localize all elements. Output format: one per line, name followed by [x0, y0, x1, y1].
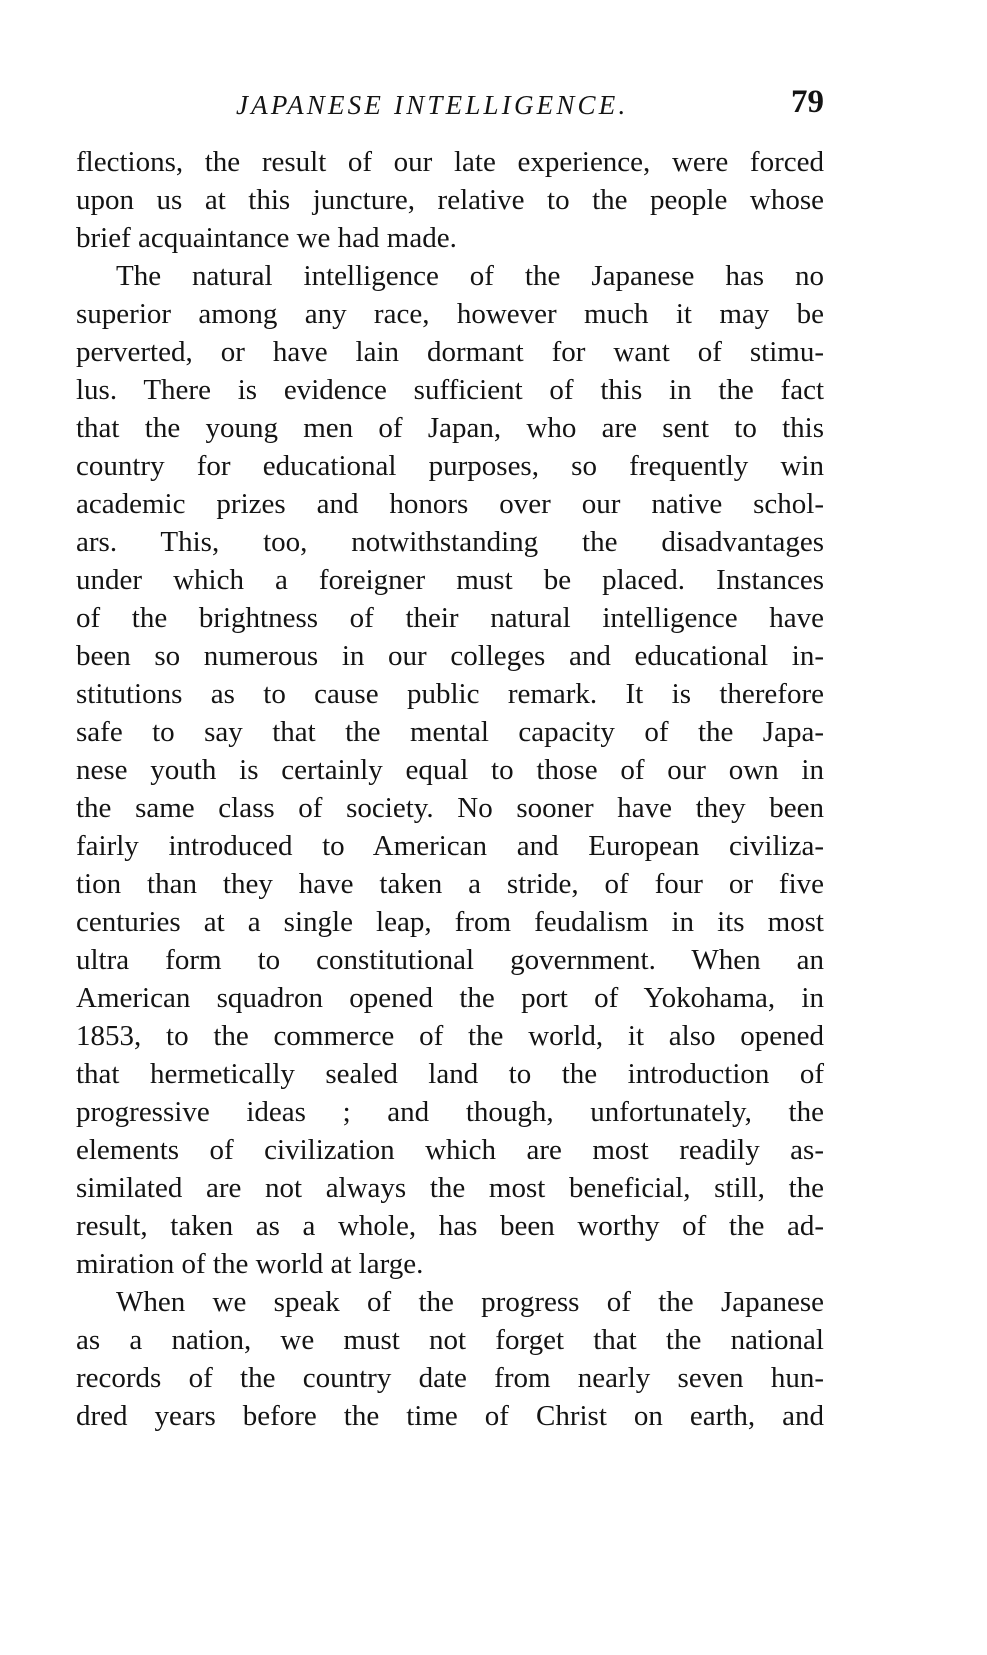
text-line: lus. There is evidence sufficient of this in the fact: [76, 374, 824, 406]
text-line: country for educational purposes, so frequently win: [76, 450, 824, 482]
text-line: tion than they have taken a stride, of four or five: [76, 868, 824, 900]
running-head: [76, 84, 824, 128]
text-line: ultra form to constitutional government. When an: [76, 944, 824, 976]
text-line: miration of the world at large.: [76, 1248, 424, 1280]
page-body: [76, 143, 824, 1435]
text-line: fairly introduced to American and European civiliza-: [76, 830, 824, 862]
text-line: When we speak of the progress of the Japanese: [116, 1286, 824, 1318]
paragraph: [76, 257, 824, 1283]
text-line: progressive ideas ; and though, unfortunately, the: [76, 1096, 824, 1128]
text-line: that the young men of Japan, who are sent to this: [76, 412, 824, 444]
text-line: superior among any race, however much it may be: [76, 298, 824, 330]
text-line: as a nation, we must not forget that the national: [76, 1324, 824, 1356]
text-line: records of the country date from nearly seven hun-: [76, 1362, 824, 1394]
paragraph: [76, 1283, 824, 1435]
text-line: centuries at a single leap, from feudalism in its most: [76, 906, 824, 938]
text-line: that hermetically sealed land to the introduction of: [76, 1058, 824, 1090]
text-line: of the brightness of their natural intelligence have: [76, 602, 824, 634]
text-line: upon us at this juncture, relative to the people whose: [76, 184, 824, 216]
text-line: 1853, to the commerce of the world, it also opened: [76, 1020, 824, 1052]
text-line: nese youth is certainly equal to those of our own in: [76, 754, 824, 786]
text-line: elements of civilization which are most readily as-: [76, 1134, 824, 1166]
paragraph: [76, 143, 824, 257]
text-line: stitutions as to cause public remark. It is therefore: [76, 678, 824, 710]
text-line: ars. This, too, notwithstanding the disadvantages: [76, 526, 824, 558]
text-line: been so numerous in our colleges and educational in-: [76, 640, 824, 672]
text-line: brief acquaintance we had made.: [76, 222, 457, 254]
text-line: under which a foreigner must be placed. Instances: [76, 564, 824, 596]
text-line: safe to say that the mental capacity of the Japa-: [76, 716, 824, 748]
text-line: perverted, or have lain dormant for want of stimu-: [76, 336, 824, 368]
text-line: dred years before the time of Christ on earth, and: [76, 1400, 824, 1432]
running-title: JAPANESE INTELLIGENCE.: [236, 90, 629, 120]
text-line: the same class of society. No sooner have they been: [76, 792, 824, 824]
text-line: flections, the result of our late experience, were forced: [76, 146, 824, 178]
page-number: 79: [791, 84, 824, 120]
text-line: similated are not always the most beneficial, still, the: [76, 1172, 824, 1204]
text-line: academic prizes and honors over our native schol-: [76, 488, 824, 520]
text-line: American squadron opened the port of Yokohama, in: [76, 982, 824, 1014]
text-line: result, taken as a whole, has been worthy of the ad-: [76, 1210, 824, 1242]
text-line: The natural intelligence of the Japanese has no: [116, 260, 824, 292]
